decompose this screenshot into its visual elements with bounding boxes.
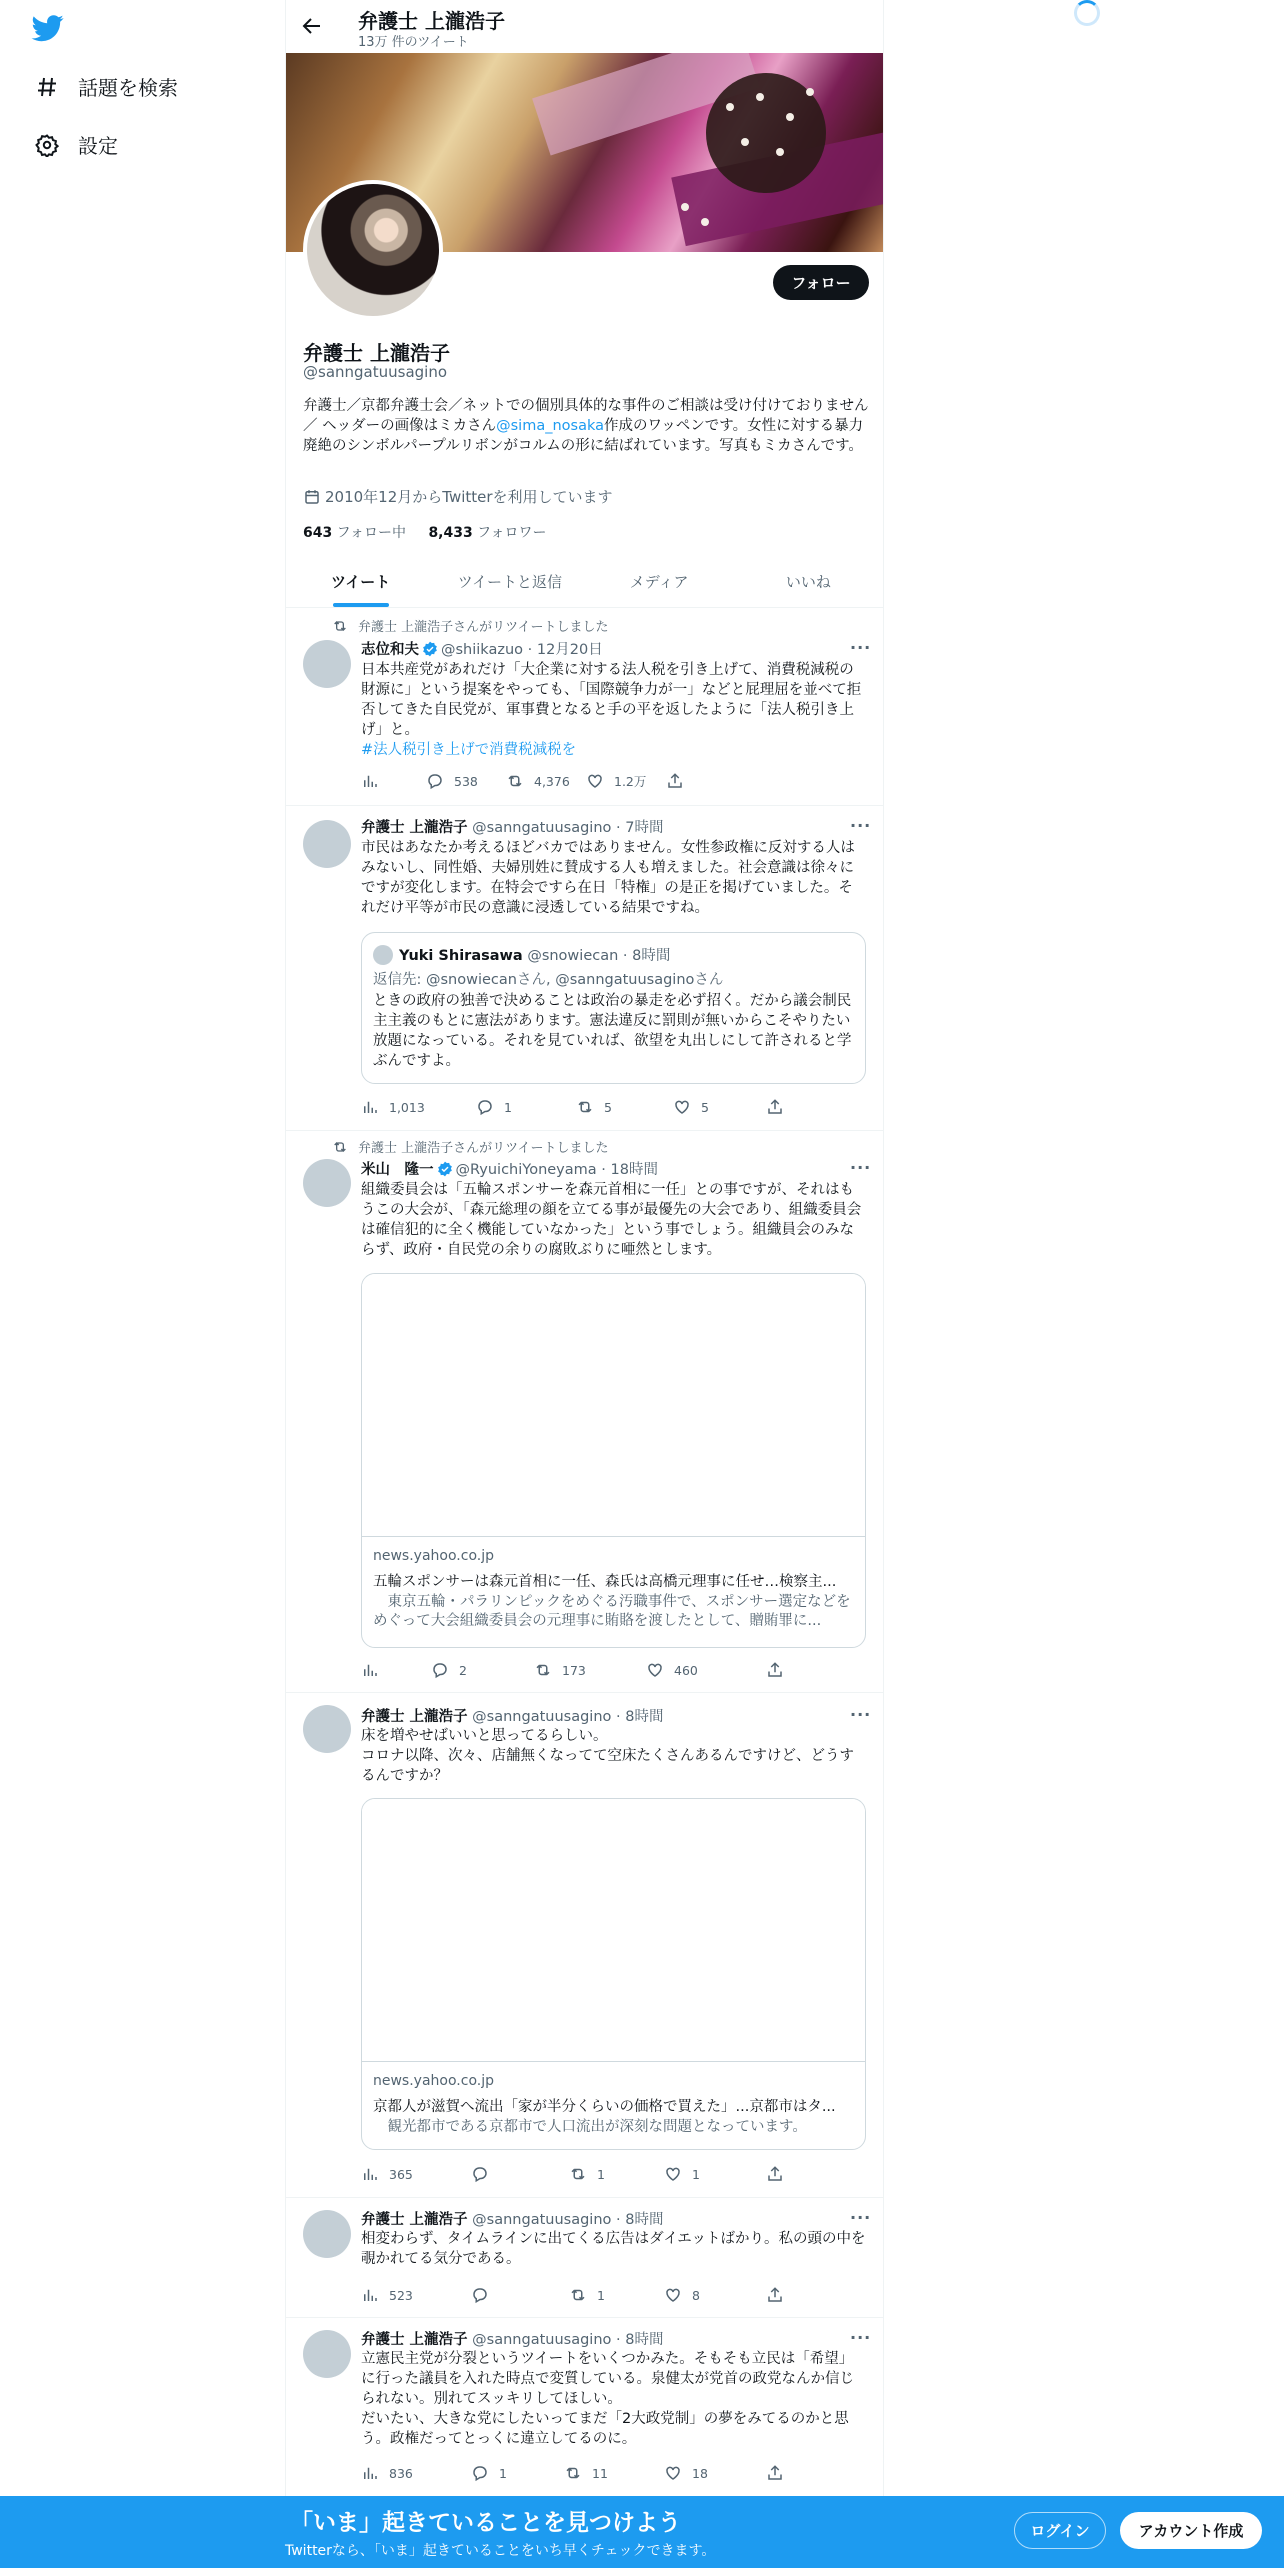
tweet-time[interactable]: · 7時間 xyxy=(611,820,664,836)
tweet-actions xyxy=(361,1098,801,1118)
tweet-time[interactable]: · 8時間 xyxy=(611,2332,664,2348)
tweet-text: 日本共産党があれだけ「大企業に対する法人税を引き上げて、消費税減税の財源に」という提案をやっても、「国際競争力が一」などと屁理屈を並べて拒否してきた自民党が、軍事費となると手の平を返したように「法人税引き上げ」と。 #法人税引き上げで消費税減税を xyxy=(361,662,862,758)
retweet-icon xyxy=(534,1661,552,1679)
retweet-button[interactable]: 1 xyxy=(569,2165,605,2183)
author-handle: @snowiecan xyxy=(527,948,619,964)
tweet[interactable] xyxy=(286,1693,883,2198)
link-card-title: 五輪スポンサーは森元首相に一任、森氏は高橋元理事に任せ…検察主... xyxy=(373,1574,837,1590)
link-card-domain: news.yahoo.co.jp xyxy=(373,1548,494,1564)
reply-icon xyxy=(476,1098,494,1116)
views-icon xyxy=(361,1098,379,1116)
tweet-time[interactable]: · 12月20日 xyxy=(523,642,603,658)
profile-name: 弁護士 上瀧浩子 xyxy=(303,341,450,365)
loading-spinner-icon xyxy=(1074,0,1100,26)
sidebar-item-label: 話題を検索 xyxy=(78,76,178,100)
tab-tweets[interactable]: ツイート xyxy=(286,555,435,607)
tweet[interactable] xyxy=(286,608,883,806)
tweet-text: 組織委員会は「五輪スポンサーを森元首相に一任」との事ですが、それはもうこの大会が、「森元総理の顔を立てる事が最優先の大会であり、組織委員会は確信犯的に全く機能していなかった」という事でしょう。組織員会のみならず、政府・自民党の余りの腐敗ぶりに唖然とします。 xyxy=(361,1182,862,1258)
views-icon xyxy=(361,2286,379,2304)
back-arrow-icon[interactable] xyxy=(300,14,326,40)
author-name: Yuki Shirasawa xyxy=(399,948,523,964)
reply-icon xyxy=(471,2165,489,2183)
heart-icon xyxy=(664,2165,682,2183)
tweet-text: 市民はあなたか考えるほどバカではありません。女性参政権に反対する人はみないし、同性婚、夫婦別姓に賛成する人も増えました。社会意識は徐々にですが変化します。在特会ですら在日「特権」の是正を掲げていました。それだけ平等が市民の意識に浸透している結果ですね。 xyxy=(361,840,855,916)
bio-text: 作成のワッペンです。女性に対する暴力廃絶のシンボルパープルリボンがコルムの形に結ばれています。写真もミカさんです。 xyxy=(303,418,864,454)
like-button[interactable]: 8 xyxy=(664,2286,700,2304)
share-button[interactable] xyxy=(766,1098,794,1116)
more-options-icon[interactable]: ··· xyxy=(850,2208,872,2227)
following-link[interactable]: 643 フォロー中 xyxy=(303,525,406,541)
followers-link[interactable]: 8,433 フォロワー xyxy=(428,525,547,541)
share-icon xyxy=(666,772,684,790)
reply-button[interactable]: 538 xyxy=(426,772,478,790)
calendar-icon xyxy=(303,488,321,506)
tweet[interactable] xyxy=(286,2318,883,2496)
share-icon xyxy=(766,1661,784,1679)
tweet-actions xyxy=(361,2286,801,2306)
tweet[interactable] xyxy=(286,2198,883,2318)
profile-bio xyxy=(303,396,873,456)
heart-icon xyxy=(646,1661,664,1679)
reply-context: 返信先: @snowiecanさん, @sanngatuusaginoさん xyxy=(373,972,724,988)
tweet-header xyxy=(361,2208,663,2229)
quoted-tweet-header xyxy=(399,944,670,965)
retweet-icon xyxy=(332,1139,348,1155)
retweet-note: 弁護士 上瀧浩子さんがリツイートしました xyxy=(332,616,608,635)
like-button[interactable]: 460 xyxy=(646,1661,698,1679)
verified-badge-icon xyxy=(422,641,438,657)
views-button[interactable] xyxy=(361,772,389,790)
tweet-text: 相変わらず、タイムラインに出てくる広告はダイエットばかり。私の頭の中を覗かれてる気分である。 xyxy=(361,2231,866,2267)
retweet-button[interactable]: 4,376 xyxy=(506,772,570,790)
profile-handle: @sanngatuusagino xyxy=(303,363,448,381)
bio-mention-link[interactable]: @sima_nosaka xyxy=(496,418,604,434)
follow-counts xyxy=(303,522,546,542)
join-date-text: 2010年12月からTwitterを利用しています xyxy=(325,488,613,506)
views-icon xyxy=(361,772,379,790)
retweet-button[interactable]: 1 xyxy=(569,2286,605,2304)
more-options-icon[interactable]: ··· xyxy=(850,1158,872,1177)
quoted-tweet-text: ときの政府の独善で決めることは政治の暴走を必ず招く。だから議会制民主主義のもとに憲法があります。憲法違反に罰則が無いからこそやりたい放題になっている。それを見ていれば、欲望を丸出しにして許されると学ぶんですよ。 xyxy=(373,993,852,1069)
author-handle[interactable]: @sanngatuusagino xyxy=(472,2212,612,2228)
reply-icon xyxy=(471,2464,489,2482)
reply-icon xyxy=(471,2286,489,2304)
author-handle[interactable]: @sanngatuusagino xyxy=(472,2332,612,2348)
tweet-actions xyxy=(361,2464,801,2484)
share-button[interactable] xyxy=(766,2165,794,2183)
reply-button[interactable] xyxy=(471,2165,499,2183)
join-date xyxy=(303,486,613,507)
retweet-note: 弁護士 上瀧浩子さんがリツイートしました xyxy=(332,1137,608,1156)
author-name[interactable]: 弁護士 上瀧浩子 xyxy=(361,820,468,836)
like-button[interactable]: 18 xyxy=(664,2464,708,2482)
avatar[interactable] xyxy=(303,2210,351,2258)
views-button[interactable] xyxy=(361,1661,389,1679)
link-card[interactable] xyxy=(361,1273,866,1648)
link-card-description: 観光都市である京都市で人口流出が深刻な問題となっています。 xyxy=(373,2119,807,2135)
like-button[interactable]: 5 xyxy=(673,1098,709,1116)
views-button[interactable]: 836 xyxy=(361,2464,413,2482)
verified-badge-icon xyxy=(437,1161,453,1177)
author-name[interactable]: 志位和夫 xyxy=(361,642,419,658)
reply-mentions-link[interactable]: @snowiecanさん, @sanngatuusaginoさん xyxy=(426,972,724,988)
link-card-image xyxy=(362,1274,865,1537)
avatar[interactable] xyxy=(303,2330,351,2378)
views-button[interactable]: 1,013 xyxy=(361,1098,425,1116)
heart-icon xyxy=(673,1098,691,1116)
share-button[interactable] xyxy=(766,1661,794,1679)
link-card-image xyxy=(362,1799,865,2062)
link-card-title: 京都人が滋賀へ流出「家が半分くらいの価格で買えた」...京都市はタ... xyxy=(373,2099,836,2115)
more-options-icon[interactable]: ··· xyxy=(850,816,872,835)
hashtag-icon xyxy=(34,74,60,100)
tab-tweets-and-replies[interactable]: ツイートと返信 xyxy=(457,572,562,591)
hashtag-link[interactable]: #法人税引き上げで消費税減税を xyxy=(361,742,577,758)
tweet-actions xyxy=(361,1661,801,1681)
share-button[interactable] xyxy=(666,772,694,790)
retweet-icon xyxy=(569,2286,587,2304)
share-icon xyxy=(766,2464,784,2482)
reply-button[interactable] xyxy=(471,2286,499,2304)
retweet-icon xyxy=(564,2464,582,2482)
tweet-time[interactable]: · 8時間 xyxy=(611,1709,664,1725)
tweet-header xyxy=(361,638,603,659)
more-options-icon[interactable]: ··· xyxy=(850,1705,872,1724)
retweet-button[interactable]: 11 xyxy=(564,2464,608,2482)
tweet-time: · 8時間 xyxy=(618,948,671,964)
follow-button[interactable]: フォロー xyxy=(773,265,869,300)
retweet-icon xyxy=(332,618,348,634)
heart-icon xyxy=(586,772,604,790)
sidebar-item-settings[interactable] xyxy=(34,130,118,159)
heart-icon xyxy=(664,2286,682,2304)
tweet-time[interactable]: · 8時間 xyxy=(611,2212,664,2228)
author-handle[interactable]: @RyuichiYoneyama xyxy=(455,1162,597,1178)
sidebar-item-label: 設定 xyxy=(78,134,118,158)
prompt-title: 「いま」起きていることを見つけよう xyxy=(290,2510,681,2536)
views-button[interactable]: 523 xyxy=(361,2286,413,2304)
reply-icon xyxy=(431,1661,449,1679)
heart-icon xyxy=(664,2464,682,2482)
profile-avatar[interactable] xyxy=(303,180,443,320)
login-button[interactable]: ログイン xyxy=(1014,2512,1106,2549)
tweet-header xyxy=(361,2328,663,2349)
retweet-button[interactable]: 5 xyxy=(576,1098,612,1116)
share-icon xyxy=(766,2165,784,2183)
views-icon xyxy=(361,2464,379,2482)
tweet[interactable] xyxy=(286,1131,883,1693)
avatar[interactable] xyxy=(303,1159,351,1207)
tweet-time[interactable]: · 18時間 xyxy=(596,1162,658,1178)
share-button[interactable] xyxy=(766,2286,794,2304)
more-options-icon[interactable]: ··· xyxy=(850,2328,872,2347)
reply-button[interactable]: 2 xyxy=(431,1661,467,1679)
retweet-icon xyxy=(576,1098,594,1116)
reply-button[interactable]: 1 xyxy=(471,2464,507,2482)
signup-button[interactable]: アカウント作成 xyxy=(1120,2512,1262,2549)
author-handle[interactable]: @sanngatuusagino xyxy=(472,820,612,836)
link-card-domain: news.yahoo.co.jp xyxy=(373,2073,494,2089)
like-button[interactable]: 1 xyxy=(664,2165,700,2183)
views-icon xyxy=(361,2165,379,2183)
prompt-subtitle: Twitterなら、「いま」起きていることをいち早くチェックできます。 xyxy=(285,2543,716,2559)
tweet-text: 立憲民主党が分裂というツイートをいくつかみた。そもそも立民は「希望」に行った議員を入れた時点で変質している。泉健太が党首の政党なんか信じられない。別れてスッキリしてほしい。 だいたい、大きな党にしたいってまだ「2大政党制」の夢をみてるのかと思う。政権だってとっくに違立してるのに。 xyxy=(361,2351,854,2447)
link-card-description: 東京五輪・パラリンピックをめぐる汚職事件で、スポンサー選定などをめぐって大会組織委員会の元理事に賄賂を渡したとして、贈賄罪に... xyxy=(373,1594,851,1629)
tweet-header xyxy=(361,816,663,837)
bio-text: 弁護士／京都弁護士会／ネットでの個別具体的な事件のご相談は受け付けておりません／ ヘッダーの画像はミカさん xyxy=(303,398,869,434)
sidebar-item-explore[interactable] xyxy=(34,72,178,101)
avatar[interactable] xyxy=(303,1705,351,1753)
author-handle[interactable]: @sanngatuusagino xyxy=(472,1709,612,1725)
tweet-header xyxy=(361,1705,663,1726)
tab-likes[interactable]: いいね xyxy=(785,572,831,591)
retweet-icon xyxy=(569,2165,587,2183)
author-name[interactable]: 米山 隆一 xyxy=(361,1162,434,1178)
share-button[interactable] xyxy=(766,2464,794,2482)
tweet[interactable] xyxy=(286,806,883,1131)
avatar[interactable] xyxy=(303,640,351,688)
more-options-icon[interactable]: ··· xyxy=(850,638,872,657)
author-name[interactable]: 弁護士 上瀧浩子 xyxy=(361,1709,468,1725)
share-icon xyxy=(766,1098,784,1116)
reply-button[interactable]: 1 xyxy=(476,1098,512,1116)
tweet-header xyxy=(361,1158,658,1179)
signup-prompt-bar xyxy=(0,2496,1284,2568)
views-icon xyxy=(361,1661,379,1679)
gear-icon xyxy=(34,132,60,158)
author-name[interactable]: 弁護士 上瀧浩子 xyxy=(361,2212,468,2228)
like-button[interactable]: 1.2万 xyxy=(586,772,646,790)
avatar[interactable] xyxy=(303,820,351,868)
tweet-count: 13万 件のツイート xyxy=(358,35,469,50)
link-card[interactable] xyxy=(361,1798,866,2150)
twitter-logo-icon[interactable] xyxy=(30,12,66,44)
profile-header-bar xyxy=(286,0,883,53)
author-name[interactable]: 弁護士 上瀧浩子 xyxy=(361,2332,468,2348)
views-button[interactable]: 365 xyxy=(361,2165,413,2183)
tweet-text: 床を増やせばいいと思ってるらしい。 コロナ以降、次々、店舗無くなってて空床たくさんあるんですけど、どうするんですか？ xyxy=(361,1728,854,1784)
retweet-button[interactable]: 173 xyxy=(534,1661,586,1679)
page-title: 弁護士 上瀧浩子 xyxy=(358,9,505,33)
reply-icon xyxy=(426,772,444,790)
tab-media[interactable]: メディア xyxy=(629,572,689,591)
quoted-tweet[interactable] xyxy=(361,932,866,1084)
share-icon xyxy=(766,2286,784,2304)
avatar xyxy=(373,945,393,965)
profile-column xyxy=(285,0,884,2496)
tweet-actions xyxy=(361,2165,801,2185)
author-handle[interactable]: @shiikazuo xyxy=(441,642,524,658)
tweet-actions xyxy=(361,772,801,792)
profile-tabs xyxy=(286,555,883,608)
retweet-icon xyxy=(506,772,524,790)
